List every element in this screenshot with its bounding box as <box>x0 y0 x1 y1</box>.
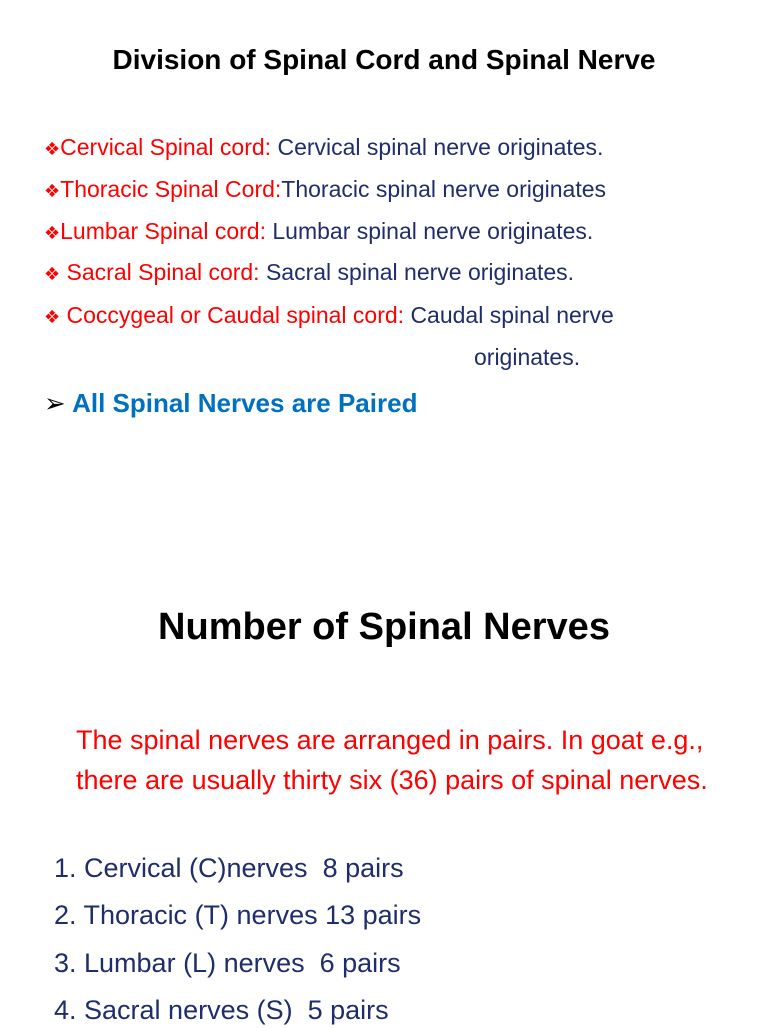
list-item-sacral: 4. Sacral nerves (S) 5 pairs <box>54 995 389 1025</box>
list-item-lumbar: 3. Lumbar (L) nerves 6 pairs <box>54 948 401 978</box>
diamond-bullet-icon: ❖ <box>44 307 61 327</box>
bullet-label: Thoracic Spinal Cord: <box>60 176 282 202</box>
bullet-text: Lumbar spinal nerve originates. <box>272 218 594 244</box>
bullet-sacral <box>44 257 574 289</box>
diamond-bullet-icon: ❖ <box>44 181 61 201</box>
diamond-bullet-icon: ❖ <box>44 264 61 284</box>
slide-1-title: Division of Spinal Cord and Spinal Nerve <box>112 44 656 75</box>
bullet-text: Sacral spinal nerve originates. <box>265 259 575 285</box>
bullet-text: Caudal spinal nerve <box>410 302 614 328</box>
list-item-cervical: 1. Cervical (C)nerves 8 pairs <box>54 853 404 883</box>
bullet-cervical <box>44 132 603 164</box>
bullet-lumbar <box>44 216 593 248</box>
intro-paragraph: The spinal nerves are arranged in pairs. In goat e.g., there are usually thirty six (36) pairs of spinal nerves. <box>76 725 708 795</box>
bullet-text: Cervical spinal nerve originates. <box>277 134 604 160</box>
bullet-label: Sacral Spinal cord: <box>60 259 266 285</box>
diamond-bullet-icon: ❖ <box>44 139 61 159</box>
paired-note-text: All Spinal Nerves are Paired <box>72 388 418 418</box>
bullet-thoracic <box>44 174 606 206</box>
bullet-label: Coccygeal or Caudal spinal cord: <box>60 302 411 328</box>
bullet-coccygeal <box>44 300 614 332</box>
bullet-label: Cervical Spinal cord: <box>60 134 278 160</box>
diamond-bullet-icon: ❖ <box>44 223 61 243</box>
slide-2-title: Number of Spinal Nerves <box>158 606 610 648</box>
bullet-label: Lumbar Spinal cord: <box>60 218 273 244</box>
list-item-thoracic: 2. Thoracic (T) nerves 13 pairs <box>54 900 422 930</box>
bullet-coccygeal-continuation: originates. <box>474 344 581 370</box>
bullet-text: Thoracic spinal nerve originates <box>281 176 607 202</box>
arrow-bullet-icon: ➢ <box>44 388 66 418</box>
paired-note <box>44 386 417 420</box>
